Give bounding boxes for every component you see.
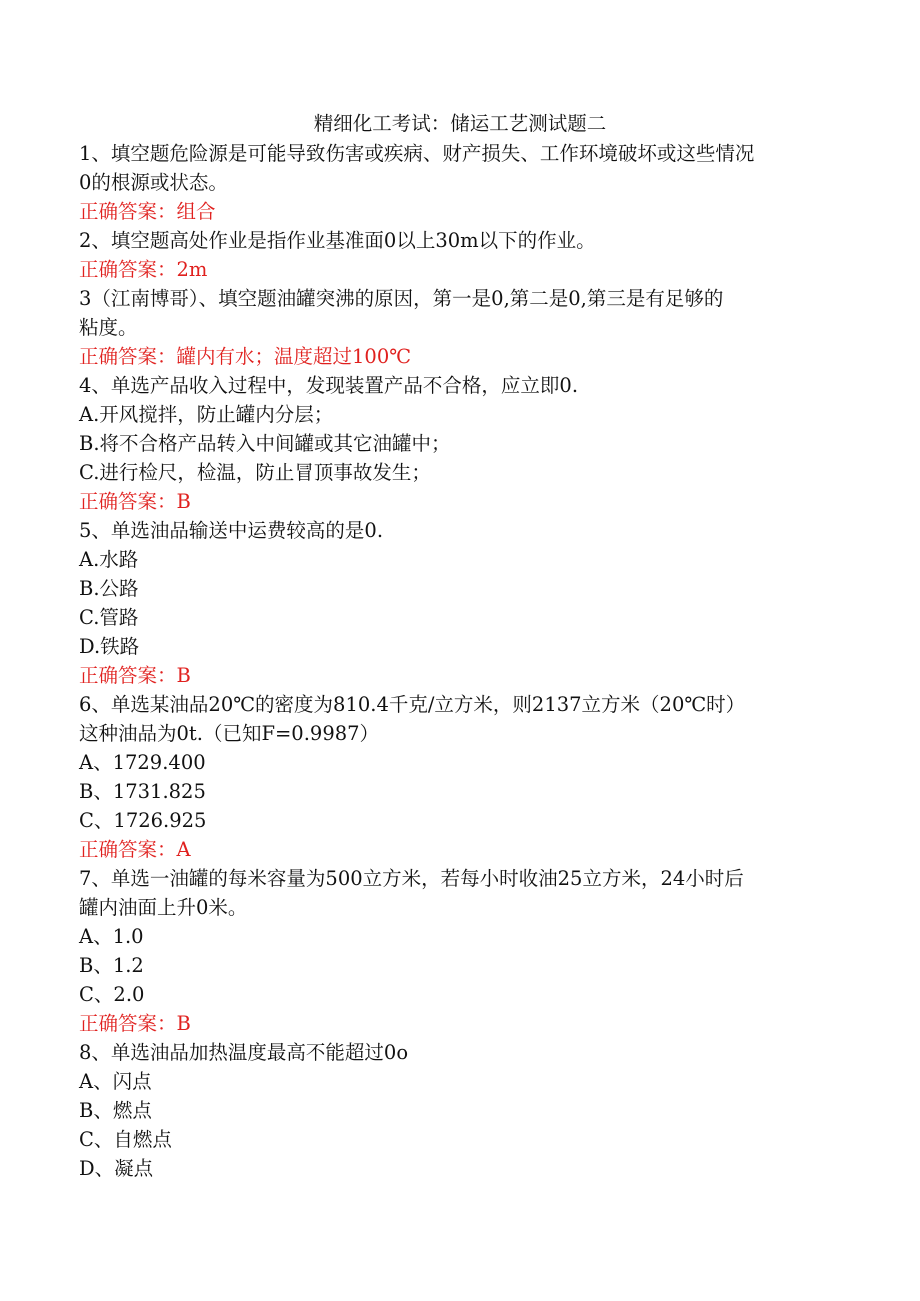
option-b: B、燃点 <box>79 1099 152 1122</box>
answer-line <box>79 487 839 516</box>
question-8 <box>79 1038 839 1183</box>
option-d: D.铁路 <box>79 635 140 658</box>
answer-label: 正确答案： <box>79 490 177 513</box>
answer-line <box>79 197 839 226</box>
question-text: 4、单选产品收入过程中，发现装置产品不合格，应立即0. <box>79 374 579 397</box>
question-list <box>79 139 839 1183</box>
question-3 <box>79 284 839 371</box>
option-b: B、1.2 <box>79 954 144 977</box>
answer-label: 正确答案： <box>79 1012 177 1035</box>
question-text: 0的根源或状态。 <box>79 171 228 194</box>
answer-value: 组合 <box>176 200 216 223</box>
option-a: A、1.0 <box>79 925 144 948</box>
question-text: 7、单选一油罐的每米容量为500立方米，若每小时收油25立方米，24小时后 <box>79 867 744 890</box>
question-text: 粘度。 <box>79 316 138 339</box>
answer-label: 正确答案： <box>79 838 177 861</box>
question-text: 5、单选油品输送中运费较高的是0. <box>79 519 384 542</box>
answer-value: B <box>176 490 191 513</box>
question-text: 罐内油面上升0米。 <box>79 896 248 919</box>
option-c: C.管路 <box>79 606 139 629</box>
question-5 <box>79 516 839 690</box>
answer-label: 正确答案： <box>79 345 177 368</box>
question-2 <box>79 226 839 284</box>
question-text: 1、填空题危险源是可能导致伤害或疾病、财产损失、工作环境破坏或这些情况 <box>79 142 755 165</box>
question-1 <box>79 139 839 226</box>
question-6 <box>79 690 839 864</box>
answer-line <box>79 661 839 690</box>
option-b: B、1731.825 <box>79 780 206 803</box>
answer-label: 正确答案： <box>79 258 177 281</box>
answer-value: 2m <box>176 258 208 281</box>
answer-label: 正确答案： <box>79 200 177 223</box>
answer-label: 正确答案： <box>79 664 177 687</box>
question-text: 8、单选油品加热温度最高不能超过0o <box>79 1041 409 1064</box>
option-a: A、1729.400 <box>79 751 206 774</box>
question-text: 这种油品为0t.（已知F=0.9987） <box>79 722 380 745</box>
answer-line <box>79 1009 839 1038</box>
answer-value: B <box>176 1012 191 1035</box>
question-7 <box>79 864 839 1038</box>
option-b: B.公路 <box>79 577 139 600</box>
option-c: C、2.0 <box>79 983 145 1006</box>
option-c: C.进行检尺，检温，防止冒顶事故发生； <box>79 461 431 484</box>
answer-value: B <box>176 664 191 687</box>
option-a: A.开风搅拌，防止罐内分层； <box>79 403 334 426</box>
answer-line <box>79 835 839 864</box>
question-text: 6、单选某油品20℃的密度为810.4千克/立方米，则2137立方米（20℃时） <box>79 693 746 716</box>
question-text: 2、填空题高处作业是指作业基准面0以上30m以下的作业。 <box>79 229 596 252</box>
page-title: 精细化工考试：储运工艺测试题二 <box>313 112 607 135</box>
answer-value: A <box>176 838 191 861</box>
option-d: D、凝点 <box>79 1157 154 1180</box>
answer-value: 罐内有水；温度超过100℃ <box>176 345 412 368</box>
option-b: B.将不合格产品转入中间罐或其它油罐中； <box>79 432 451 455</box>
option-c: C、1726.925 <box>79 809 207 832</box>
question-text: 3（江南博哥）、填空题油罐突沸的原因，第一是0,第二是0,第三是有足够的 <box>79 287 724 310</box>
answer-line <box>79 342 839 371</box>
question-4 <box>79 371 839 516</box>
option-a: A、闪点 <box>79 1070 152 1093</box>
answer-line <box>79 255 839 284</box>
option-c: C、自燃点 <box>79 1128 172 1151</box>
option-a: A.水路 <box>79 548 139 571</box>
